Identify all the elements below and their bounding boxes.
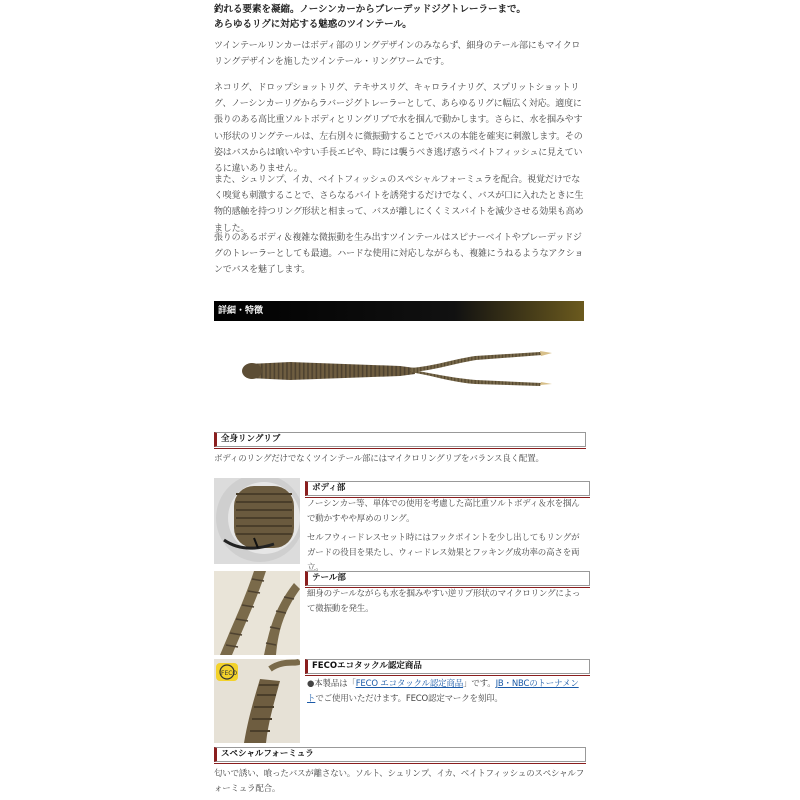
lead-text [214, 2, 586, 32]
rig-paragraph: ネコリグ、ドロップショットリグ、テキサスリグ、キャロライナリグ、スプリットショットリグ、ノーシンカーリグからラバージグトレーラーとして、あらゆるリグに幅広く対応。適度に張りのある高比重ソルトボディとリングリブで水を掴んで動かします。さらに、水を掴みやすい形状のリングテールは、左右別々に微振動することでバスの本能を確実に刺激します。その姿はバスからは喰いやすい手長エビや、時には襲うべき逃げ惑うベイトフィッシュに見えているに違いありません。 [214, 83, 583, 175]
feco-text-mid: 」です。 [463, 679, 496, 689]
trailer-paragraph: 張りのあるボディ＆複雑な微振動を生み出すツインテールはスピナーベイトやブレーデッドジグのトレーラーとしても最適。ハードな使用に対応しながらも、複雑にうねるようなアクションでバスを魅了します。 [214, 233, 584, 276]
intro-paragraph: ツインテールリンカーはボディ部のリングデザインのみならず、細身のテール部にもマイクロリングデザインを施したツインテール・リングワームです。 [214, 41, 581, 68]
details-bar: 詳細・特徴 [214, 301, 584, 321]
special-formula-heading: スペシャルフォーミュラ [214, 747, 586, 762]
ring-rib-text: ボディのリングだけでなくツインテール部にはマイクロリングリブをバランス良く配置。 [214, 454, 544, 464]
ring-rib-heading: 全身リングリブ [214, 432, 586, 447]
tail-closeup-image [214, 571, 300, 655]
feco-certified-link[interactable]: FECO エコタックル認定商品 [355, 679, 464, 689]
lead-line-2: あらゆるリグに対応する魅惑のツインテール。 [214, 19, 412, 30]
special-formula-text: 匂いで誘い、喰ったバスが離さない。ソルト、シュリンプ、イカ、ベイトフィッシュのスペシャルフォーミュラ配合。 [214, 769, 585, 794]
feco-text-pre: ●本製品は「 [307, 679, 356, 689]
tail-heading: テール部 [305, 571, 590, 586]
body-text-2: セルフウィードレスセット時にはフックポイントを少し出してもリングがガードの役目を果たし、ウィードレス効果とフッキング成功率の高さを両立。 [307, 533, 580, 573]
lead-line-1: 釣れる要素を凝縮。ノーシンカーからブレーデッドジグトレーラーまで。 [214, 4, 526, 15]
formula-paragraph: また、シュリンプ、イカ、ベイトフィッシュのスペシャルフォーミュラを配合。視覚だけでなく嗅覚も刺激することで、さらなるバイトを誘発するだけでなく、バスが口に入れたときに生物的感触を持つリング形状と相まって、バスが離しにくくミスバイトを減少させる効果も高めました。 [214, 175, 584, 234]
feco-heading: FECOエコタックル認定商品 [305, 659, 590, 674]
tournament-link[interactable]: JB・NBCのトーナメント [307, 679, 579, 704]
feco-closeup-image [214, 659, 300, 743]
body-heading: ボディ部 [305, 481, 590, 496]
feco-text-post: でご使用いただけます。FECO認定マークを刻印。 [315, 694, 503, 704]
worm-product-image [240, 338, 560, 402]
body-text-1: ノーシンカー等、単体での使用を考慮した高比重ソルトボディ＆水を掴んで動かすやや厚めのリング。 [307, 499, 580, 524]
feco-badge-text: FECO [221, 670, 238, 677]
tail-text: 細身のテールながらも水を掴みやすい逆リブ形状のマイクロリングによって微振動を発生。 [307, 589, 581, 614]
feco-text [307, 677, 582, 707]
body-closeup-image [214, 478, 300, 564]
